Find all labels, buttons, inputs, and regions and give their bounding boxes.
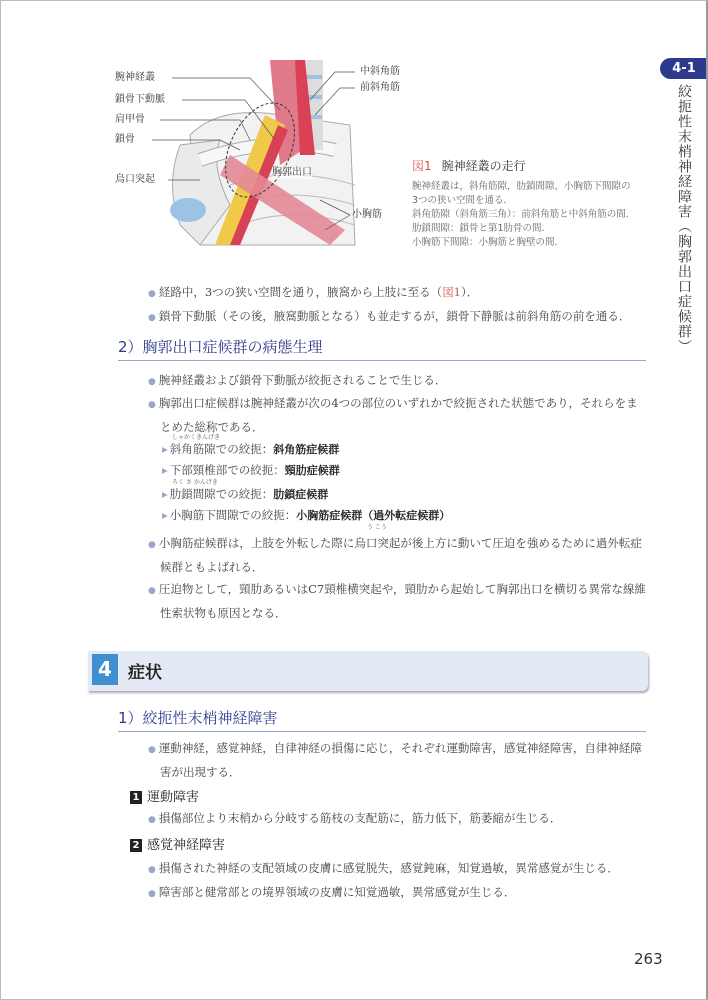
figure-caption-title: 図1 腕神経叢の走行 [412, 159, 526, 173]
leader-lines [150, 60, 380, 230]
list-item: ● 障害部と健常部との境界領域の皮膚に知覚過敏，異常感覚が生じる． [148, 881, 648, 905]
figure-reference-link[interactable]: 図1 [442, 285, 462, 299]
list-item: ● 損傷された神経の支配領域の皮膚に感覚脱失，感覚鈍麻，知覚過敏，異常感覚が生じる． [148, 857, 648, 881]
list-item: ● 腕神経叢および鎖骨下動脈が絞扼されることで生じる． [148, 369, 648, 393]
subheading-motor: 1 運動障害 [130, 786, 199, 805]
label-thoracic-outlet: 胸郭出口 [272, 167, 312, 178]
sub-item: ▸ 斜角筋隙での絞扼：斜角筋症候群 [162, 442, 339, 457]
list-item: ● 圧迫物として，頸肋あるいはC7頸椎横突起や，頸肋から起始して胸郭出口を横切る異常な線維性索状物も原因となる． [148, 578, 648, 624]
label-brachial-plexus: 腕神経叢 [115, 72, 155, 83]
chapter-title-vertical: 絞扼性末梢神経障害（胸郭出口症候群） [676, 84, 692, 354]
list-item: ● 胸郭出口症候群は腕神経叢が次の4つの部位のいずれかで絞扼された状態であり，それらをまとめた総称である． [148, 392, 648, 438]
sub-item: ▸ 下部頸椎部での絞扼：頸肋症候群 [162, 463, 340, 478]
section-title: 症状 [128, 663, 162, 683]
section-number: 4 [92, 654, 118, 685]
list-item: ● 損傷部位より末梢から分岐する筋枝の支配筋に，筋力低下，筋萎縮が生じる． [148, 807, 648, 831]
list-item: ● 鎖骨下動脈（その後，腋窩動脈となる）も並走するが，鎖骨下静脈は前斜角筋の前を通る． [148, 305, 648, 329]
section-heading-entrapment: 1）絞扼性末梢神経障害 [118, 707, 646, 732]
label-pectoralis-minor: 小胸筋 [352, 209, 382, 220]
list-item: ● 運動神経，感覚神経，自律神経の損傷に応じ，それぞれ運動障害，感覚神経障害，自律神経障害が出現する． [148, 737, 648, 783]
list-item: ● 小胸筋症候群は，上肢を外転した際に烏口突起が後上方に動いて圧迫を強めるために過外転症候群ともよばれる． [148, 532, 648, 578]
label-anterior-scalene: 前斜角筋 [360, 82, 400, 93]
label-coracoid: 烏口突起 [115, 174, 155, 185]
ruby-text: ろく さ かんげき [172, 479, 218, 486]
ruby-text: う こう [367, 524, 387, 531]
section-heading-pathophysiology: 2）胸郭出口症候群の病態生理 [118, 336, 646, 361]
subheading-sensory: 2 感覚神経障害 [130, 834, 225, 853]
page-number: 263 [634, 950, 663, 968]
ruby-text: しゃかくきんげき [172, 434, 221, 441]
label-subclavian-artery: 鎖骨下動脈 [115, 94, 165, 105]
list-item: ● 経路中，3つの狭い空間を通り，腋窩から上肢に至る（図1）． [148, 281, 648, 305]
label-scapula: 肩甲骨 [115, 114, 145, 125]
label-clavicle: 鎖骨 [115, 134, 135, 145]
section-banner-symptoms [88, 651, 648, 691]
chapter-tab: 4-1 [660, 58, 708, 79]
figure-caption-body: 腕神経叢は，斜角筋隙，肋鎖間隙，小胸筋下間隙の 3つの狭い空間を通る． 斜角筋隙（斜角筋三角）：前斜角筋と中斜角筋の間． 肋鎖間隙：鎖骨と第1肋骨の間． 小胸筋下間隙：小胸筋と胸壁の間． [412, 181, 636, 248]
sub-item: ▸ 小胸筋下間隙での絞扼：小胸筋症候群（過外転症候群） [162, 508, 450, 523]
sub-item: ▸ 肋鎖間隙での絞扼：肋鎖症候群 [162, 487, 328, 502]
label-middle-scalene: 中斜角筋 [360, 66, 400, 77]
